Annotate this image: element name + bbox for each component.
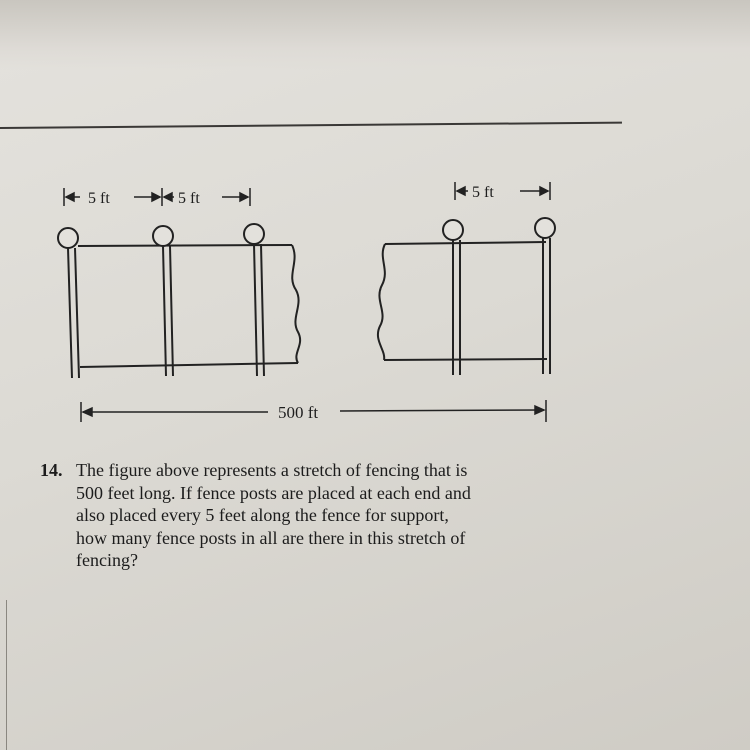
left-post-2 — [153, 226, 173, 376]
right-fence-bottom-rail — [384, 359, 547, 360]
right-dimension-label: 5 ft — [472, 184, 494, 201]
right-fence-torn-edge — [378, 244, 385, 360]
question-number: 14. — [40, 460, 63, 480]
right-fence-top-rail — [385, 242, 546, 244]
total-dimension-label: 500 ft — [278, 403, 319, 422]
left-post-3 — [244, 224, 264, 376]
right-fence-section — [378, 218, 555, 375]
left-dimension-label-1: 5 ft — [88, 190, 110, 207]
left-dimension-label-2: 5 ft — [178, 190, 200, 207]
question-text: The figure above represents a stretch of fencing that is 500 feet long. If fence posts are placed at each end and also placed every 5 feet along the fence for support, how many fence posts in all are there in this stretch of fencing? — [76, 460, 471, 570]
left-fence-torn-edge — [292, 245, 300, 363]
left-fence-bottom-rail — [80, 363, 298, 367]
left-fence-section — [58, 224, 300, 378]
left-fence-top-rail — [78, 245, 292, 246]
right-dimension-markers — [455, 182, 550, 200]
left-post-1 — [58, 228, 79, 378]
